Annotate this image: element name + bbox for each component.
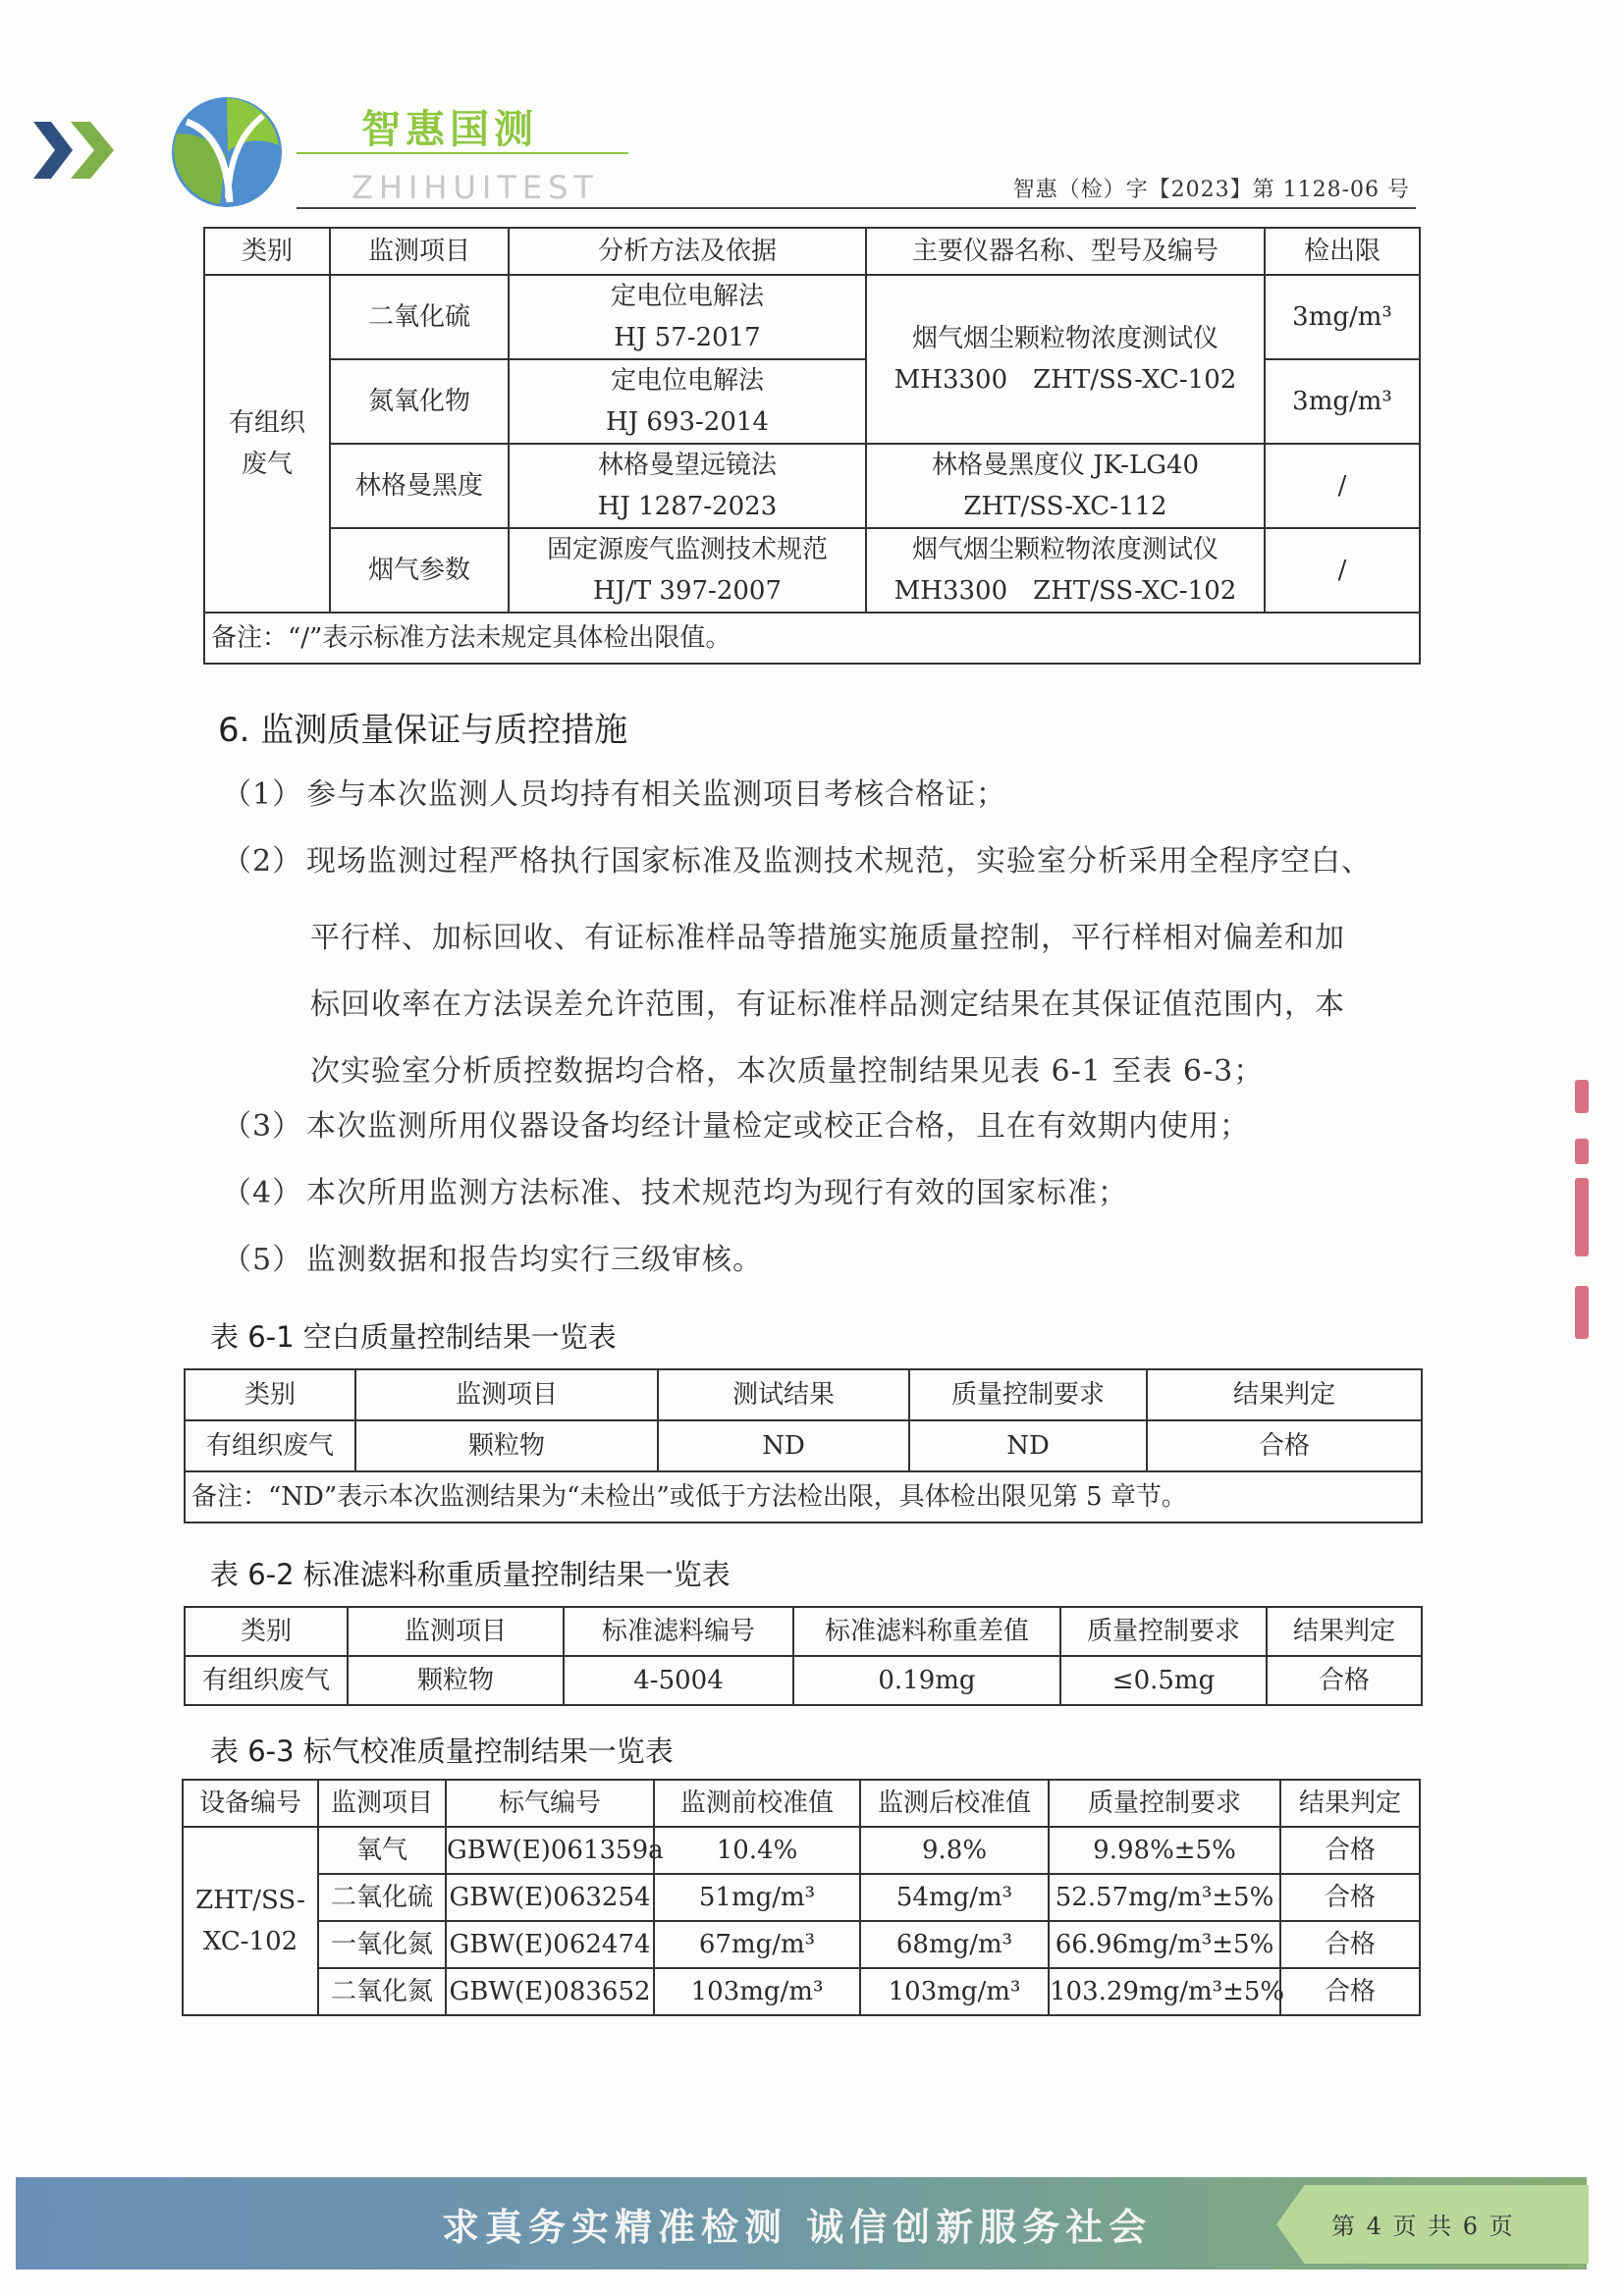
table-note-row — [185, 1471, 1422, 1522]
item-cell: 林格曼黑度 — [330, 444, 509, 528]
pre-calibration-cell: 10.4% — [654, 1827, 860, 1874]
table-row — [204, 444, 1420, 528]
header-method: 分析方法及依据 — [509, 228, 866, 275]
judgement-cell: 合格 — [1280, 1827, 1420, 1874]
header-qc-requirement: 质量控制要求 — [1060, 1607, 1267, 1656]
qc-requirement-cell: 9.98%±5% — [1049, 1827, 1280, 1874]
method-standard: HJ 57-2017 — [614, 323, 761, 352]
list-text: 监测数据和报告均实行三级审核。 — [306, 1243, 763, 1277]
instrument-cell — [866, 528, 1265, 613]
list-text: 参与本次监测人员均持有相关监测项目考核合格证； — [306, 777, 1006, 812]
list-text: 本次所用监测方法标准、技术规范均为现行有效的国家标准； — [306, 1176, 1128, 1210]
gas-id-cell: GBW(E)083652 — [446, 1968, 654, 2015]
list-item — [222, 1160, 1128, 1227]
page-number: 第 4 页 共 6 页 — [1331, 2213, 1515, 2240]
header-item: 监测项目 — [330, 228, 509, 275]
list-number: （4） — [222, 1176, 303, 1210]
item-cell: 一氧化氮 — [318, 1921, 446, 1968]
table-row — [183, 1921, 1420, 1968]
item-cell: 颗粒物 — [348, 1656, 564, 1705]
method-cell — [509, 444, 866, 528]
section-title: 6. 监测质量保证与质控措施 — [218, 711, 628, 750]
gas-id-cell: GBW(E)062474 — [446, 1921, 654, 1968]
instrument-name: 烟气烟尘颗粒物浓度测试仪 — [911, 535, 1218, 564]
limit-cell: 3mg/m³ — [1265, 359, 1420, 444]
qc-requirement-cell: ≤0.5mg — [1060, 1656, 1267, 1705]
list-number: （1） — [222, 777, 303, 812]
header-limit: 检出限 — [1265, 228, 1420, 275]
instrument-model: MH3300 ZHT/SS-XC-102 — [893, 365, 1237, 395]
header-judgement: 结果判定 — [1280, 1780, 1420, 1827]
table-row — [185, 1656, 1422, 1705]
header-filter-id: 标准滤料编号 — [564, 1607, 793, 1656]
judgement-cell: 合格 — [1280, 1968, 1420, 2015]
table-note: 备注：“/”表示标准方法未规定具体检出限值。 — [204, 613, 1420, 664]
judgement-cell: 合格 — [1280, 1921, 1420, 1968]
table-note-row — [204, 613, 1420, 664]
item-cell: 二氧化氮 — [318, 1968, 446, 2015]
instrument-name: 烟气烟尘颗粒物浓度测试仪 — [911, 324, 1218, 353]
item-cell: 二氧化硫 — [318, 1874, 446, 1921]
method-cell — [509, 275, 866, 359]
instrument-model: MH3300 ZHT/SS-XC-102 — [893, 576, 1237, 606]
qc-requirement-cell: 103.29mg/m³±5% — [1049, 1968, 1280, 2015]
list-text-continued: 平行样、加标回收、有证标准样品等措施实施质量控制，平行样相对偏差和加 — [310, 921, 1345, 955]
brand-name-cn: 智惠国测 — [361, 107, 538, 152]
item-cell: 氮氧化物 — [330, 359, 509, 444]
list-text: 本次监测所用仪器设备均经计量检定或校正合格，且在有效期内使用； — [306, 1109, 1250, 1144]
list-item — [222, 828, 1372, 895]
instrument-cell — [866, 275, 1265, 444]
header-pre-calibration: 监测前校准值 — [654, 1780, 860, 1827]
header-instrument: 主要仪器名称、型号及编号 — [866, 228, 1265, 275]
company-logo-icon — [169, 94, 285, 210]
list-number: （3） — [222, 1109, 303, 1144]
instrument-name: 林格曼黑度仪 JK-LG40 — [931, 451, 1200, 480]
qc-requirement-cell: 52.57mg/m³±5% — [1049, 1874, 1280, 1921]
header-device-id: 设备编号 — [183, 1780, 318, 1827]
gas-calibration-qc-table — [182, 1779, 1421, 2016]
limit-cell: 3mg/m³ — [1265, 275, 1420, 359]
judgement-cell: 合格 — [1280, 1874, 1420, 1921]
judgement-cell: 合格 — [1267, 1656, 1422, 1705]
table-header-row — [185, 1607, 1422, 1656]
table-header-row — [185, 1369, 1422, 1420]
list-item — [222, 1227, 763, 1294]
table-row — [183, 1968, 1420, 2015]
pre-calibration-cell: 67mg/m³ — [654, 1921, 860, 1968]
seal-fragment — [1575, 1139, 1589, 1164]
method-cell — [509, 359, 866, 444]
method-standard: HJ 1287-2023 — [597, 492, 778, 521]
post-calibration-cell: 103mg/m³ — [860, 1968, 1049, 2015]
list-number: （2） — [222, 844, 303, 879]
device-id-cell: ZHT/SS- XC-102 — [183, 1827, 318, 2015]
list-item — [222, 1094, 1250, 1160]
header-item: 监测项目 — [355, 1369, 658, 1420]
method-name: 定电位电解法 — [610, 366, 764, 396]
item-cell: 二氧化硫 — [330, 275, 509, 359]
post-calibration-cell: 54mg/m³ — [860, 1874, 1049, 1921]
post-calibration-cell: 68mg/m³ — [860, 1921, 1049, 1968]
category-cell: 有组织 废气 — [204, 275, 330, 613]
method-name: 林格曼望远镜法 — [597, 451, 777, 480]
table-caption: 表 6-1 空白质量控制结果一览表 — [210, 1320, 617, 1354]
table-row — [183, 1874, 1420, 1921]
item-cell: 氧气 — [318, 1827, 446, 1874]
filter-weighing-qc-table — [184, 1606, 1423, 1706]
category-cell: 有组织废气 — [185, 1420, 355, 1471]
table-caption: 表 6-2 标准滤料称重质量控制结果一览表 — [210, 1558, 731, 1591]
item-cell: 烟气参数 — [330, 528, 509, 613]
header-item: 监测项目 — [348, 1607, 564, 1656]
table-note: 备注：“ND”表示本次监测结果为“未检出”或低于方法检出限，具体检出限见第 5 章节。 — [185, 1471, 1422, 1522]
instrument-model: ZHT/SS-XC-112 — [963, 492, 1167, 521]
gas-id-cell: GBW(E)061359a — [446, 1827, 654, 1874]
table-row — [183, 1827, 1420, 1874]
header-rule — [297, 207, 1416, 209]
method-cell — [509, 528, 866, 613]
footer-slogan: 求真务实精准检测 诚信创新服务社会 — [442, 2205, 1153, 2249]
table-caption: 表 6-3 标气校准质量控制结果一览表 — [210, 1735, 674, 1768]
post-calibration-cell: 9.8% — [860, 1827, 1049, 1874]
header-item: 监测项目 — [318, 1780, 446, 1827]
judgement-cell: 合格 — [1147, 1420, 1422, 1471]
method-table — [203, 227, 1421, 665]
header-weighing-diff: 标准滤料称重差值 — [793, 1607, 1060, 1656]
header-category: 类别 — [185, 1607, 348, 1656]
header-post-calibration: 监测后校准值 — [860, 1780, 1049, 1827]
method-standard: HJ/T 397-2007 — [592, 576, 783, 606]
pre-calibration-cell: 51mg/m³ — [654, 1874, 860, 1921]
list-number: （5） — [222, 1243, 303, 1277]
header-qc-requirement: 质量控制要求 — [1049, 1780, 1280, 1827]
blank-qc-table — [184, 1368, 1423, 1523]
limit-cell: / — [1265, 444, 1420, 528]
list-text-continued: 次实验室分析质控数据均合格，本次质量控制结果见表 6-1 至表 6-3； — [310, 1054, 1265, 1089]
header-gas-id: 标气编号 — [446, 1780, 654, 1827]
method-name: 固定源废气监测技术规范 — [546, 535, 828, 564]
table-row — [204, 528, 1420, 613]
item-cell: 颗粒物 — [355, 1420, 658, 1471]
header-qc-requirement: 质量控制要求 — [909, 1369, 1147, 1420]
limit-cell: / — [1265, 528, 1420, 613]
brand-name-en: ZHIHUITEST — [352, 169, 599, 206]
instrument-cell — [866, 444, 1265, 528]
pre-calibration-cell: 103mg/m³ — [654, 1968, 860, 2015]
table-row — [185, 1420, 1422, 1471]
header-judgement: 结果判定 — [1147, 1369, 1422, 1420]
filter-id-cell: 4-5004 — [564, 1656, 793, 1705]
seal-fragment — [1575, 1080, 1589, 1113]
list-item — [222, 762, 1006, 828]
weighing-diff-cell: 0.19mg — [793, 1656, 1060, 1705]
header-category: 类别 — [204, 228, 330, 275]
double-chevron-icon — [33, 116, 132, 185]
list-text: 现场监测过程严格执行国家标准及监测技术规范，实验室分析采用全程序空白、 — [306, 844, 1372, 879]
method-standard: HJ 693-2014 — [606, 407, 769, 437]
qc-requirement-cell: 66.96mg/m³±5% — [1049, 1921, 1280, 1968]
seal-fragment — [1575, 1178, 1589, 1256]
document-number: 智惠（检）字【2023】第 1128-06 号 — [1012, 178, 1410, 202]
table-header-row — [204, 228, 1420, 275]
list-text-continued: 标回收率在方法误差允许范围，有证标准样品测定结果在其保证值范围内，本 — [310, 988, 1345, 1022]
header-result: 测试结果 — [658, 1369, 909, 1420]
category-cell: 有组织废气 — [185, 1656, 348, 1705]
brand-divider — [297, 152, 628, 154]
header-judgement: 结果判定 — [1267, 1607, 1422, 1656]
header-category: 类别 — [185, 1369, 355, 1420]
table-row — [204, 275, 1420, 359]
gas-id-cell: GBW(E)063254 — [446, 1874, 654, 1921]
qc-requirement-cell: ND — [909, 1420, 1147, 1471]
result-cell: ND — [658, 1420, 909, 1471]
method-name: 定电位电解法 — [610, 282, 764, 311]
table-header-row — [183, 1780, 1420, 1827]
seal-fragment — [1575, 1286, 1589, 1339]
